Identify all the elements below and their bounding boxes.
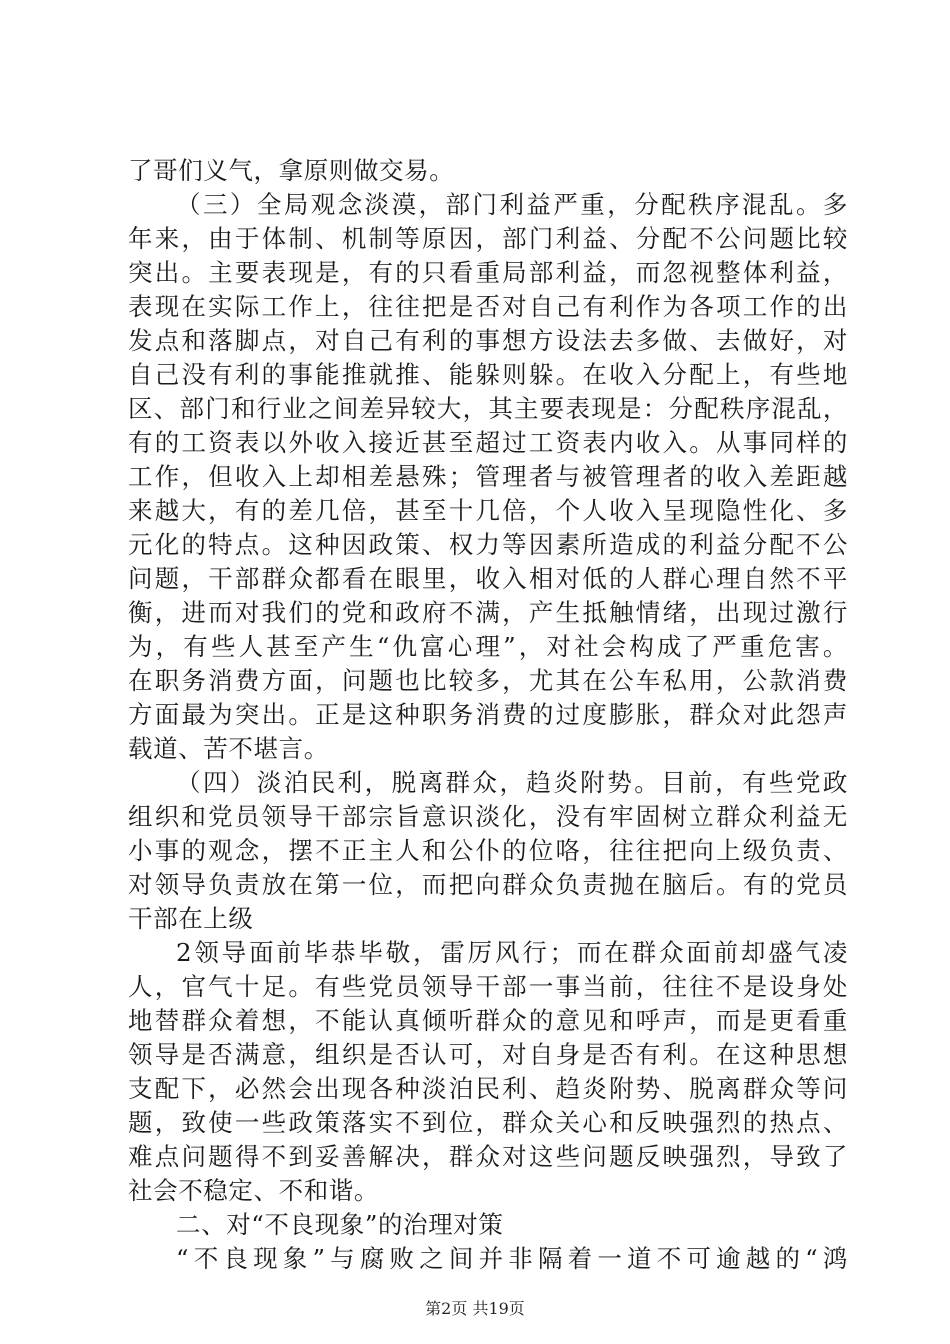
text-line: 发点和落脚点，对自己有利的事想方设法去多做、去做好，对 xyxy=(128,326,848,355)
text-line: 2领导面前毕恭毕敬，雷厉风行；而在群众面前却盛气凌 xyxy=(176,938,848,967)
text-line: 在职务消费方面，问题也比较多，尤其在公车私用，公款消费 xyxy=(128,666,848,695)
text-line: “不良现象”与腐败之间并非隔着一道不可逾越的“鸿 xyxy=(176,1244,848,1273)
text-line: 难点问题得不到妥善解决，群众对这些问题反映强烈，导致了 xyxy=(128,1142,848,1171)
text-line: （四）淡泊民利，脱离群众，趋炎附势。目前，有些党政 xyxy=(176,768,848,797)
text-line: 题，致使一些政策落实不到位，群众关心和反映强烈的热点、 xyxy=(128,1108,848,1137)
text-line: 工作，但收入上却相差悬殊；管理者与被管理者的收入差距越 xyxy=(128,462,848,491)
text-line: 突出。主要表现是，有的只看重局部利益，而忽视整体利益， xyxy=(128,258,848,287)
text-line: 自己没有利的事能推就推、能躲则躲。在收入分配上，有些地 xyxy=(128,360,848,389)
text-line: 人，官气十足。有些党员领导干部一事当前，往往不是设身处 xyxy=(128,972,848,1001)
text-line: 地替群众着想，不能认真倾听群众的意见和呼声，而是更看重 xyxy=(128,1006,848,1035)
section-heading: 二、对“不良现象”的治理对策 xyxy=(176,1210,504,1239)
text-line: 干部在上级 xyxy=(128,904,254,933)
text-line: 表现在实际工作上，往往把是否对自己有利作为各项工作的出 xyxy=(128,292,848,321)
text-line: （三）全局观念淡漠，部门利益严重，分配秩序混乱。多 xyxy=(176,190,848,219)
text-line: 支配下，必然会出现各种淡泊民利、趋炎附势、脱离群众等问 xyxy=(128,1074,848,1103)
text-line: 元化的特点。这种因政策、权力等因素所造成的利益分配不公 xyxy=(128,530,848,559)
page-footer: 第2页 共19页 xyxy=(425,1299,525,1318)
text-line: 衡，进而对我们的党和政府不满，产生抵触情绪，出现过激行 xyxy=(128,598,848,627)
text-line: 对领导负责放在第一位，而把向群众负责抛在脑后。有的党员 xyxy=(128,870,848,899)
text-line: 载道、苦不堪言。 xyxy=(128,734,329,763)
text-line: 来越大，有的差几倍，甚至十几倍，个人收入呈现隐性化、多 xyxy=(128,496,848,525)
text-line: 组织和党员领导干部宗旨意识淡化，没有牢固树立群众利益无 xyxy=(128,802,848,831)
text-line: 小事的观念，摆不正主人和公仆的位咯，往往把向上级负责、 xyxy=(128,836,848,865)
text-line: 方面最为突出。正是这种职务消费的过度膨胀，群众对此怨声 xyxy=(128,700,848,729)
text-line: 问题，干部群众都看在眼里，收入相对低的人群心理自然不平 xyxy=(128,564,848,593)
text-line: 了哥们义气，拿原则做交易。 xyxy=(128,156,455,185)
text-line: 为，有些人甚至产生“仇富心理”，对社会构成了严重危害。 xyxy=(128,632,848,661)
text-line: 社会不稳定、不和谐。 xyxy=(128,1176,379,1205)
text-line: 年来，由于体制、机制等原因，部门利益、分配不公问题比较 xyxy=(128,224,848,253)
text-line: 区、部门和行业之间差异较大，其主要表现是：分配秩序混乱， xyxy=(128,394,848,423)
text-line: 有的工资表以外收入接近甚至超过工资表内收入。从事同样的 xyxy=(128,428,848,457)
text-line: 领导是否满意，组织是否认可，对自身是否有利。在这种思想 xyxy=(128,1040,848,1069)
